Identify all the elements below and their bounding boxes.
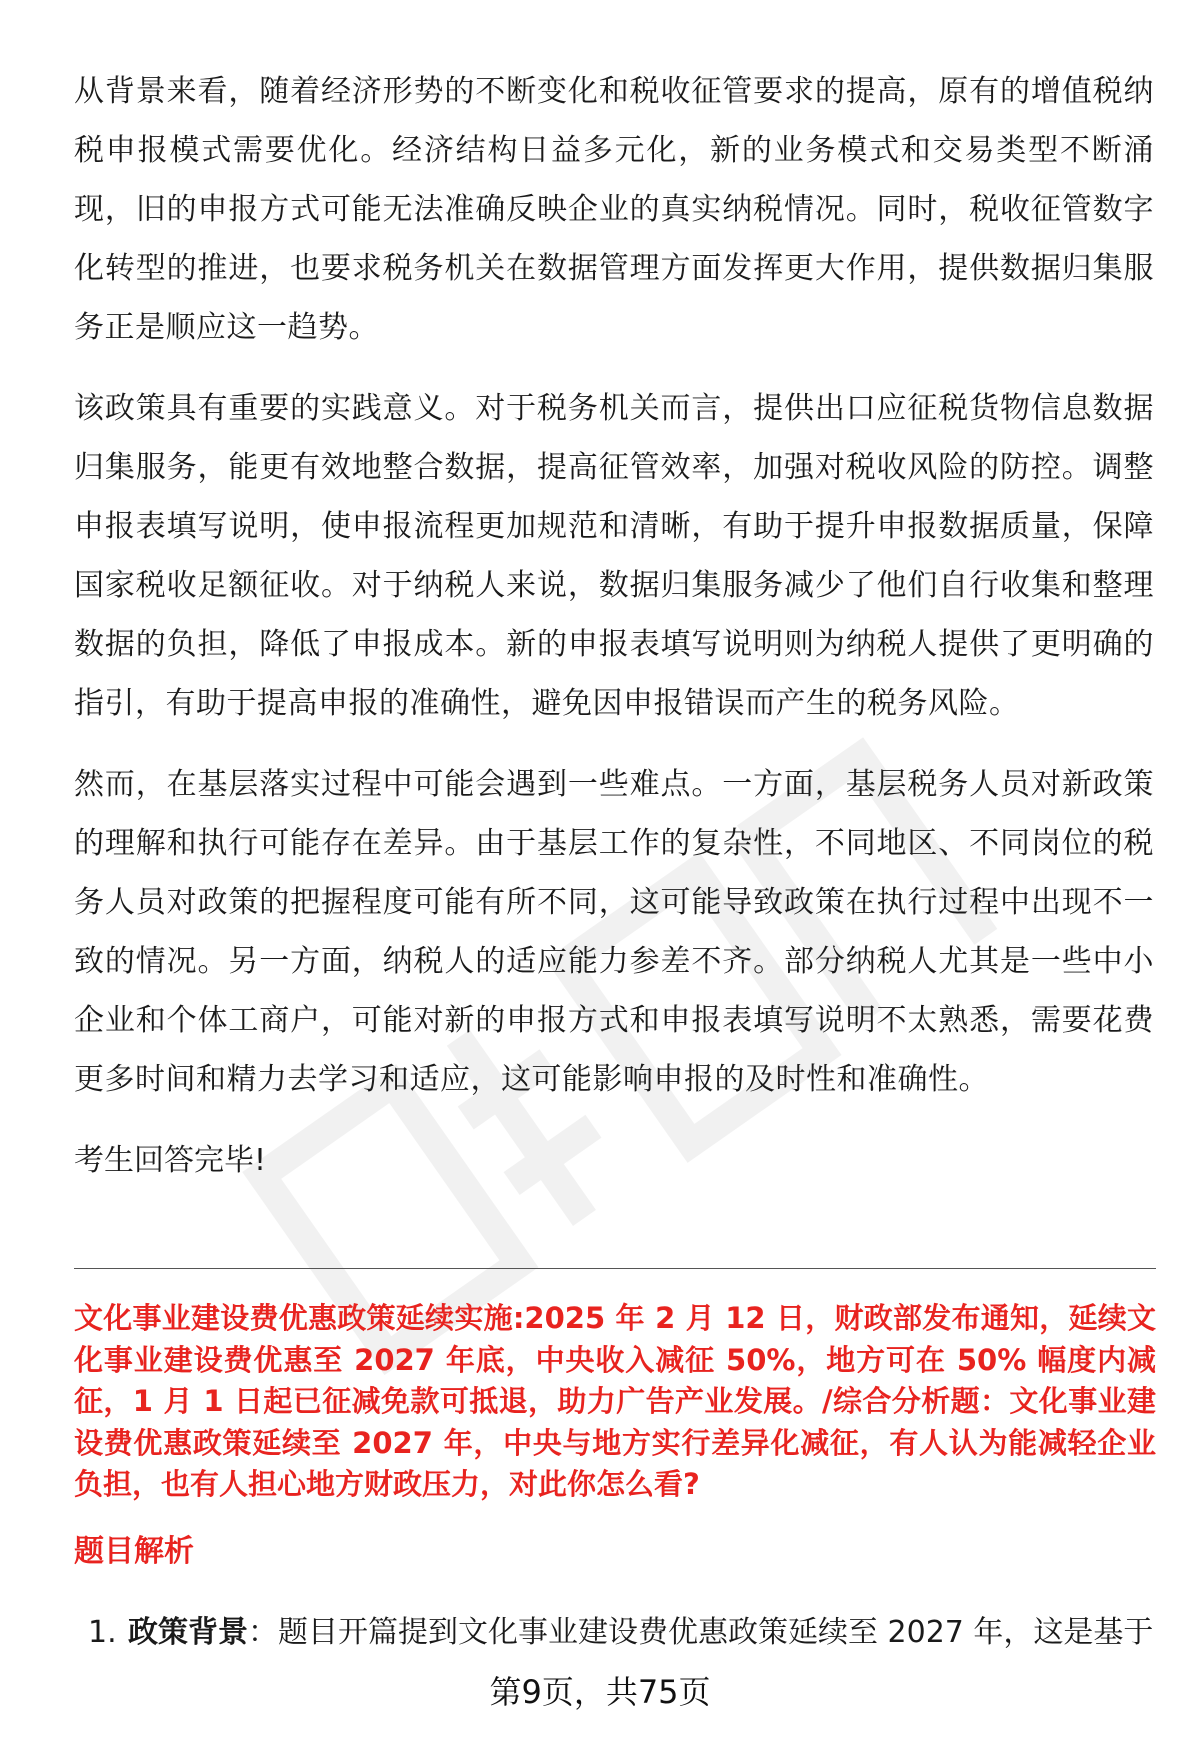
section-divider <box>74 1268 1156 1269</box>
analysis-heading: 题目解析 <box>74 1534 194 1569</box>
list-item-text: ：题目开篇提到文化事业建设费优惠政策延续至 2027 年，这是基于 <box>248 1615 1154 1650</box>
list-item-number: 1. <box>88 1615 117 1650</box>
paragraph-difficulties: 然而，在基层落实过程中可能会遇到一些难点。一方面，基层税务人员对新政策的理解和执行可能存在差异。由于基层工作的复杂性，不同地区、不同岗位的税务人员对政策的把握程度可能有所不同，这可能导致政策在执行过程中出现不一致的情况。另一方面，纳税人的适应能力参差不齐。部分纳税人尤其是一些中小企业和个体工商户，可能对新的申报方式和申报表填写说明不太熟悉，需要花费更多时间和精力去学习和适应，这可能影响申报的及时性和准确性。 <box>74 767 1154 1097</box>
page-number: 第9页，共75页 <box>489 1673 711 1711</box>
question-text: 文化事业建设费优惠政策延续实施:2025 年 2 月 12 日，财政部发布通知，延续文化事业建设费优惠至 2027 年底，中央收入减征 50%，地方可在 50% 幅度内减征，1 月 1 日起已征减免款可抵退，助力广告产业发展。/综合分析题：文化事业建设费优惠政策延续至 2027 年，中央与地方实行差异化减征，有人认为能减轻企业负担，也有人担心地方财政压力，对此你怎么看? <box>74 1301 1156 1501</box>
paragraph-significance: 该政策具有重要的实践意义。对于税务机关而言，提供出口应征税货物信息数据归集服务，能更有效地整合数据，提高征管效率，加强对税收风险的防控。调整申报表填写说明，使申报流程更加规范和清晰，有助于提升申报数据质量，保障国家税收足额征收。对于纳税人来说，数据归集服务减少了他们自行收集和整理数据的负担，降低了申报成本。新的申报表填写说明则为纳税人提供了更明确的指引，有助于提高申报的准确性，避免因申报错误而产生的税务风险。 <box>74 391 1154 721</box>
list-item <box>88 1613 1158 1653</box>
paragraph-background: 从背景来看，随着经济形势的不断变化和税收征管要求的提高，原有的增值税纳税申报模式需要优化。经济结构日益多元化，新的业务模式和交易类型不断涌现，旧的申报方式可能无法准确反映企业的真实纳税情况。同时，税收征管数字化转型的推进，也要求税务机关在数据管理方面发挥更大作用，提供数据归集服务正是顺应这一趋势。 <box>74 74 1154 345</box>
closing-statement: 考生回答完毕! <box>74 1143 267 1178</box>
answer-body <box>74 62 1154 1190</box>
list-item-term: 政策背景 <box>128 1615 248 1650</box>
